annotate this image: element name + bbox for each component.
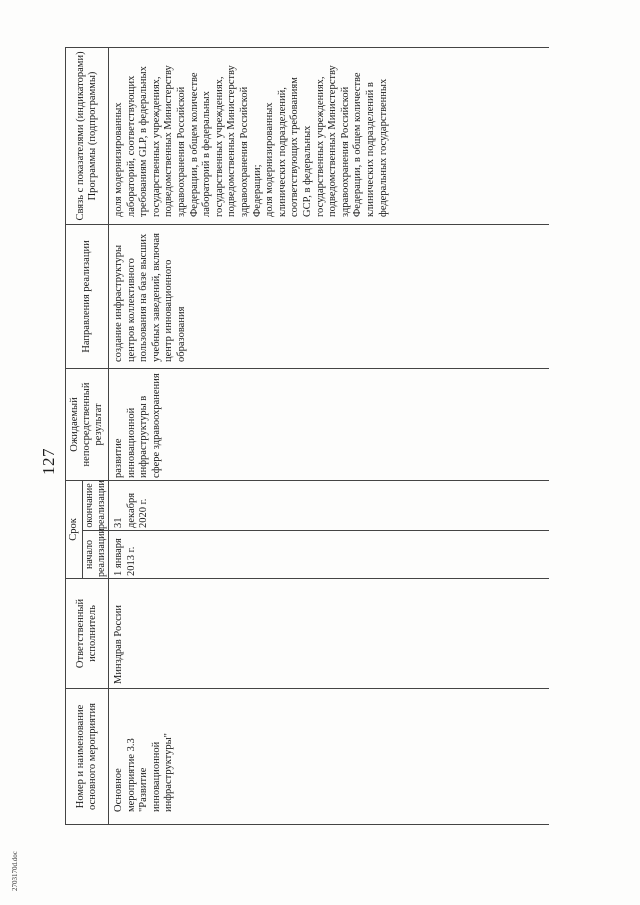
expected-result: развитие инновационной инфраструктуры в сфере здравоохранения (113, 373, 162, 478)
header-end: окончание реализации (84, 480, 107, 529)
cell-start (109, 531, 550, 579)
indicator-item: доля модернизированных лабораторий, соответствующих требованиям GLP, в федеральных государственных учреждениях, подведомственных Министерству здравоохранения Российской Федерации, в общем количестве лабораторий в федеральных государственных учреждениях, подведомственных Министерству здравоохранения Российской Федерации; (113, 65, 263, 217)
cell-end (109, 480, 550, 530)
header-term: Срок (66, 480, 83, 578)
document-code: 2703170d.doc (11, 851, 19, 891)
implementation-direction: создание инфраструктуры центров коллективного пользования на базе высших учебных заведений, включая центр инновационного образования (113, 233, 188, 362)
cell-result (109, 368, 550, 480)
header-result: Ожидаемый непосредственный результат (66, 368, 109, 480)
measures-table (65, 47, 549, 825)
executor-name: Минздрав России (113, 604, 125, 684)
indicator-item: доля модернизированных клинических подразделений, соответствующих требованиям GCP, в федеральных государственных учреждениях, подведомственных Министерству здравоохранения Российской Федерации, в общем количестве клинических подразделений в федеральных государственных (264, 65, 389, 217)
cell-direction (109, 224, 550, 368)
header-measure: Номер и наименование основного мероприятия (66, 689, 109, 825)
end-date: 31 декабря 2020 г. (113, 492, 150, 528)
start-date: 1 января 2013 г. (113, 538, 137, 576)
header-executor: Ответственный исполнитель (66, 579, 109, 689)
header-indicators: Связь с показателями (индикаторами) Программы (подпрограммы) (66, 47, 109, 224)
cell-executor (109, 579, 550, 689)
table-row (109, 47, 550, 824)
header-start: начало реализации (84, 528, 107, 577)
header-direction: Направления реализации (66, 224, 109, 368)
cell-measure (109, 689, 550, 825)
measure-name: Основное мероприятие 3.3 "Развитие инновационной инфраструктуры" (113, 733, 175, 812)
cell-indicators (109, 47, 550, 224)
page-number: 127 (39, 448, 58, 475)
